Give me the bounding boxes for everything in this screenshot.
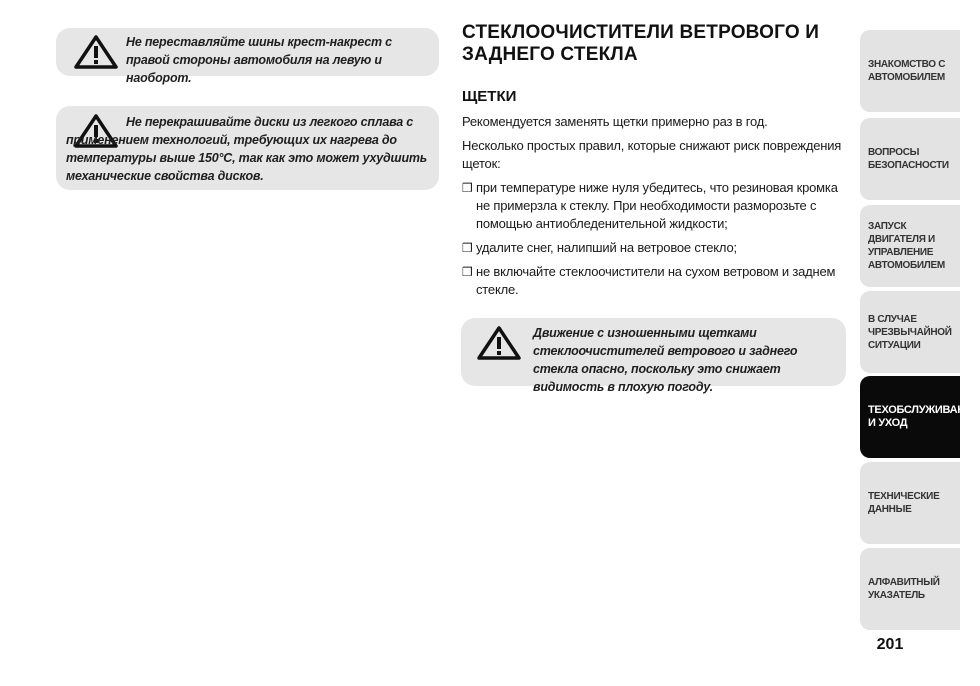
rules-list: [462, 179, 848, 299]
tab-emergency[interactable]: [860, 291, 960, 373]
tab-label: ТЕХНИЧЕСКИЕ ДАННЫЕ: [868, 491, 940, 515]
checkbox-bullet-icon: ❒: [462, 241, 473, 255]
paragraph: Несколько простых правил, которые снижают риск повреждения щеток:: [462, 138, 842, 171]
tab-alphabetical-index[interactable]: [860, 548, 960, 630]
warning-triangle-icon: [477, 326, 521, 360]
warning-box-tires: [56, 28, 439, 85]
tab-label: ЗАПУСК ДВИГАТЕЛЯ И УПРАВЛЕНИЕ АВТОМОБИЛЕМ: [868, 221, 945, 271]
tab-label: ТЕХОБСЛУЖИВАНИЕ И УХОД: [868, 404, 980, 429]
list-item: [462, 263, 848, 299]
tab-label: АЛФАВИТНЫЙ УКАЗАТЕЛЬ: [868, 577, 940, 601]
tab-maintenance[interactable]: [860, 376, 980, 458]
page-number: 201: [876, 636, 904, 653]
tab-vehicle-intro[interactable]: [860, 30, 960, 112]
list-item: [462, 239, 848, 257]
checkbox-bullet-icon: ❒: [462, 265, 473, 279]
warning-text: Движение с изношенными щетками стеклоочистителей ветрового и заднего стекла опасно, поскольку это снижает видимость в плохую погоду.: [533, 326, 798, 394]
checkbox-bullet-icon: ❒: [462, 181, 473, 195]
tab-label: ВОПРОСЫ БЕЗОПАСНОСТИ: [868, 147, 949, 171]
chapter-tabs: [860, 0, 980, 686]
warning-box-alloy-discs: [56, 106, 439, 190]
list-item-text: удалите снег, налипший на ветровое стекло;: [476, 240, 737, 255]
section-subtitle: ЩЕТКИ: [462, 88, 517, 105]
section-title: СТЕКЛООЧИСТИТЕЛИ ВЕТРОВОГО И ЗАДНЕГО СТЕКЛА: [462, 22, 820, 65]
warning-triangle-icon: [74, 35, 118, 69]
tab-label: ЗНАКОМСТВО С АВТОМОБИЛЕМ: [868, 59, 946, 83]
tab-safety[interactable]: [860, 118, 960, 200]
list-item-text: не включайте стеклоочистители на сухом ветровом и заднем стекле.: [476, 264, 836, 297]
wipers-section: [462, 22, 848, 305]
list-item-text: при температуре ниже нуля убедитесь, что резиновая кромка не примерзла к стеклу. При необходимости разморозьте с помощью антиобледенительной жидкости;: [476, 180, 838, 231]
warning-text: Не перекрашивайте диски из легкого сплава с применением технологий, требующих их нагрева до температуры выше 150°C, так как это может ухудшить механические свойства дисков.: [66, 115, 428, 183]
warning-text: Не переставляйте шины крест-накрест с правой стороны автомобиля на левую и наоборот.: [126, 35, 392, 85]
tab-label: В СЛУЧАЕ ЧРЕЗВЫЧАЙНОЙ СИТУАЦИИ: [868, 313, 952, 351]
list-item: [462, 179, 848, 233]
tab-technical-data[interactable]: [860, 462, 960, 544]
tab-engine-start-driving[interactable]: [860, 205, 960, 287]
warning-box-worn-wipers: [461, 318, 846, 394]
paragraph: Рекомендуется заменять щетки примерно раз в год.: [462, 114, 768, 129]
